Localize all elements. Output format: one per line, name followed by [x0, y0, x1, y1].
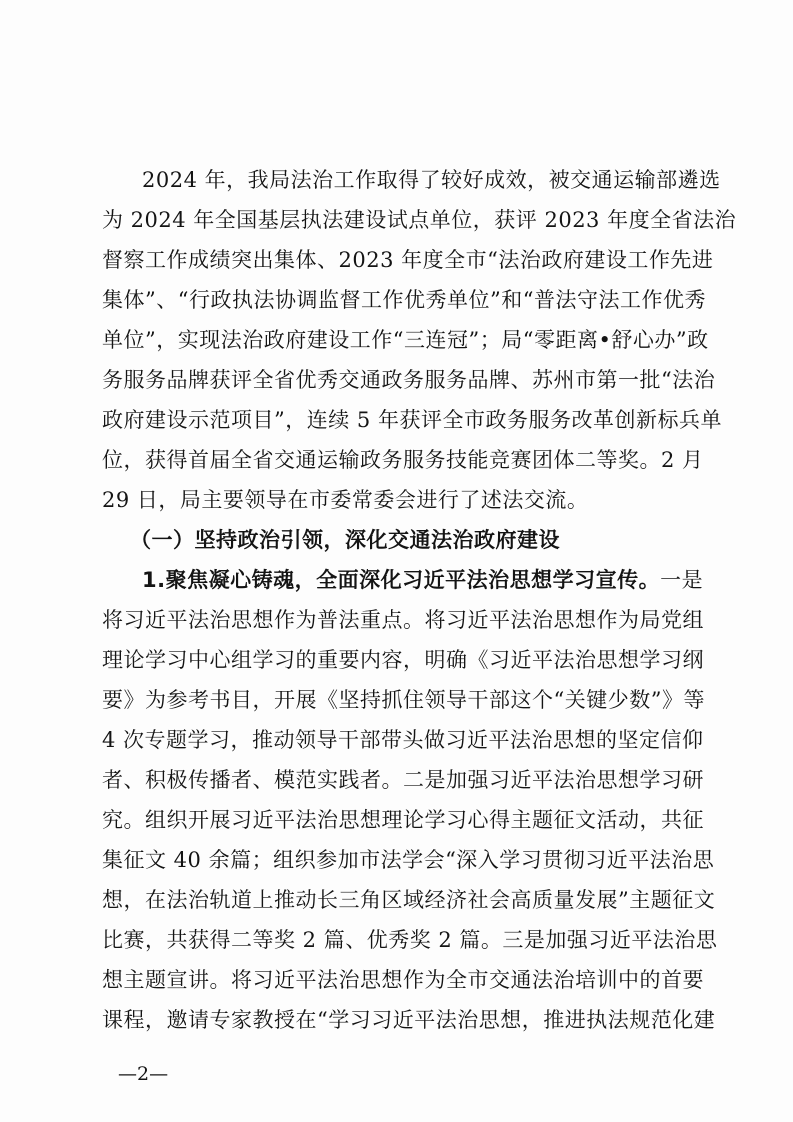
paragraph-2-line-1-rest: 一是 [660, 568, 704, 592]
subheading: 1.聚焦凝心铸魂，全面深化习近平法治思想学习宣传。 [142, 568, 661, 592]
paragraph-1-line-7: 政府建设示范项目”，连续 5 年获评全市政务服务改革创新标兵单 [102, 408, 722, 432]
paragraph-2-line-6: 者、积极传播者、模范实践者。二是加强习近平法治思想学习研 [102, 768, 704, 792]
paragraph-2-line-2: 将习近平法治思想作为普法重点。将习近平法治思想作为局党组 [102, 608, 704, 632]
section-heading: （一）坚持政治引领，深化交通法治政府建设 [130, 528, 560, 552]
paragraph-1-line-3: 督察工作成绩突出集体、2023 年度全市“法治政府建设工作先进 [102, 248, 714, 272]
paragraph-2-line-11: 想主题宣讲。将习近平法治思想作为全市交通法治培训中的首要 [102, 968, 704, 992]
paragraph-2-line-4: 要》为参考书目，开展《坚持抓住领导干部这个“关键少数”》等 [102, 688, 705, 712]
paragraph-2-line-9: 想，在法治轨道上推动长三角区域经济社会高质量发展”主题征文 [102, 888, 716, 912]
paragraph-2-line-1 [142, 560, 704, 600]
paragraph-1-line-5: 单位”，实现法治政府建设工作“三连冠”；局“零距离•舒心办”政 [102, 328, 709, 352]
paragraph-2-line-12: 课程，邀请专家教授在“学习习近平法治思想，推进执法规范化建 [102, 1008, 716, 1032]
paragraph-2-line-3: 理论学习中心组学习的重要内容，明确《习近平法治思想学习纲 [102, 648, 704, 672]
paragraph-1-line-6: 务服务品牌获评全省优秀交通政务服务品牌、苏州市第一批“法治 [102, 368, 716, 392]
paragraph-2-line-5: 4 次专题学习，推动领导干部带头做习近平法治思想的坚定信仰 [102, 728, 704, 752]
paragraph-1-line-2: 为 2024 年全国基层执法建设试点单位，获评 2023 年度全省法治 [102, 208, 737, 232]
paragraph-1-line-4: 集体”、“行政执法协调监督工作优秀单位”和“普法守法工作优秀 [102, 288, 706, 312]
paragraph-1-line-9: 29 日，局主要领导在市委常委会进行了述法交流。 [102, 488, 589, 512]
paragraph-1-line-8: 位，获得首届全省交通运输政务服务技能竞赛团体二等奖。2 月 [102, 448, 704, 472]
paragraph-2-line-7: 究。组织开展习近平法治思想理论学习心得主题征文活动，共征 [102, 808, 704, 832]
paragraph-2-line-8: 集征文 40 余篇；组织参加市法学会“深入学习贯彻习近平法治思 [102, 848, 715, 872]
paragraph-2-line-10: 比赛，共获得二等奖 2 篇、优秀奖 2 篇。三是加强习近平法治思 [102, 928, 718, 952]
paragraph-1-line-1: 2024 年，我局法治工作取得了较好成效，被交通运输部遴选 [142, 168, 721, 192]
page-number: —2— [118, 1063, 169, 1085]
